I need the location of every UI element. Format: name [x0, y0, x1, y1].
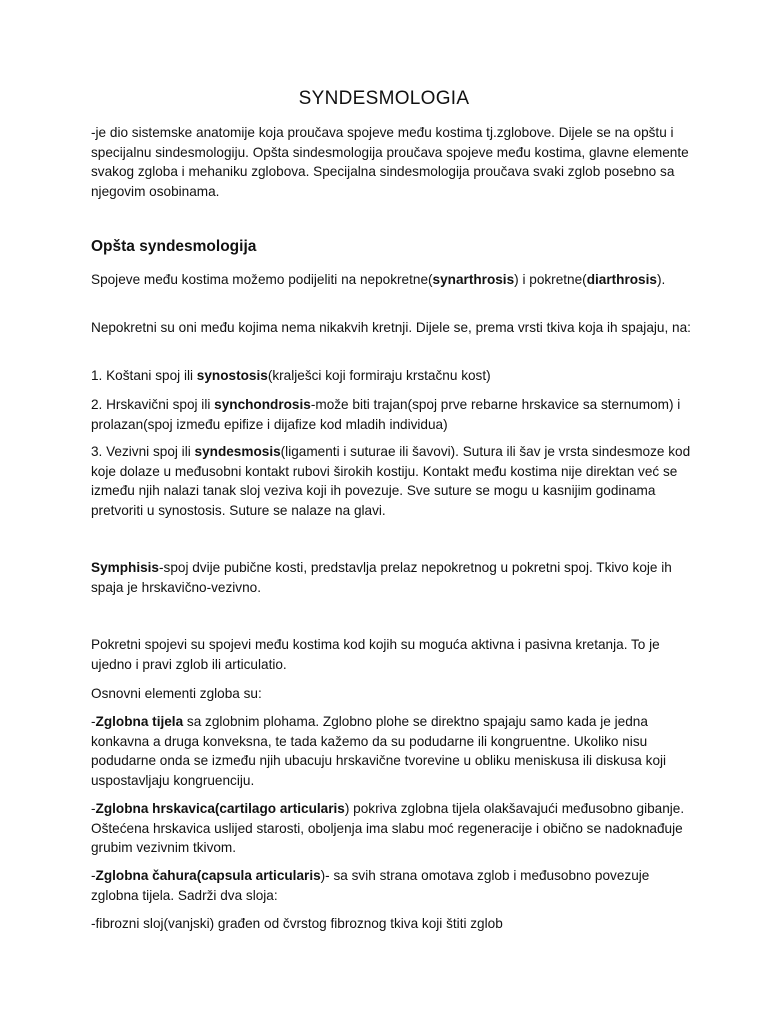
paragraph-joint-division: Spojeve među kostima možemo podijeliti na nepokretne(synarthrosis) i pokretne(diarthrosis).	[91, 272, 666, 287]
section-heading: Opšta syndesmologija	[91, 238, 257, 255]
paragraph-joint-elements: Osnovni elementi zgloba su:	[91, 686, 262, 701]
paragraph-movable-joints: Pokretni spojevi su spojevi među kostima kod kojih su moguća aktivna i pasivna kretanja. To je ujedno i pravi zglob ili articulatio.	[91, 637, 660, 672]
element-articular-cartilage: -Zglobna hrskavica(cartilago articularis) pokriva zglobna tijela olakšavajući međusobno gibanje. Oštećena hrskavica uslijed starosti, oboljenja ima slabu moć regeneracije i obično se nadoknađuje grubim vezivnim tkivom.	[91, 801, 685, 855]
list-item-syndesmosis: 3. Vezivni spoj ili syndesmosis(ligamenti i suturae ili šavovi). Sutura ili šav je vrsta sindesmoze kod koje dolaze u međusobni kontakt rubovi širokih kostiju. Kontakt među kostima nije direktan već se između njih nalazi tanak sloj veziva koji ih povezuje. Sve suture se mogu u kasnijim godinama pretvoriti u synostosis. Suture se nalaze na glavi.	[91, 444, 691, 518]
paragraph-symphisis: Symphisis-spoj dvije pubične kosti, predstavlja prelaz nepokretnog u pokretni spoj. Tkivo koje ih spaja je hrskavično-vezivno.	[91, 560, 672, 595]
intro-paragraph: -je dio sistemske anatomije koja proučava spojeve među kostima tj.zglobove. Dijele se na opštu i specijalnu sindesmologiju. Opšta sindesmologija proučava spojeve među kostima, glavne elemente svakog zgloba i mehaniku zglobova. Specijalna sindesmologija proučava svaki zglob posebno sa njegovim osobinama.	[91, 125, 689, 199]
paragraph-immovable: Nepokretni su oni među kojima nema nikakvih kretnji. Dijele se, prema vrsti tkiva koja ih spajaju, na:	[91, 320, 691, 335]
element-joint-bodies: -Zglobna tijela sa zglobnim plohama. Zglobno plohe se direktno spajaju samo kada je jedna konkavna a druga konveksna, te tada kažemo da su podudarne ili kongruentne. Ukoliko nisu podudarne onda se između njih ubacuju hrskavične tvorevine u obliku meniskusa ili diskusa koji uspostavljaju kongruenciju.	[91, 714, 667, 788]
list-item-synchondrosis: 2. Hrskavični spoj ili synchondrosis-može biti trajan(spoj prve rebarne hrskavice sa sternumom) i prolazan(spoj između epifize i dijafize kod mladih individua)	[91, 397, 681, 432]
list-item-synostosis: 1. Koštani spoj ili synostosis(kralješci koji formiraju krstačnu kost)	[91, 368, 491, 383]
paragraph-fibrous-layer: -fibrozni sloj(vanjski) građen od čvrstog fibroznog tkiva koji štiti zglob	[91, 916, 503, 931]
document-title: SYNDESMOLOGIA	[298, 88, 470, 109]
element-joint-capsule: -Zglobna čahura(capsula articularis)- sa svih strana omotava zglob i međusobno povezuje zglobna tijela. Sadrži dva sloja:	[91, 868, 650, 903]
